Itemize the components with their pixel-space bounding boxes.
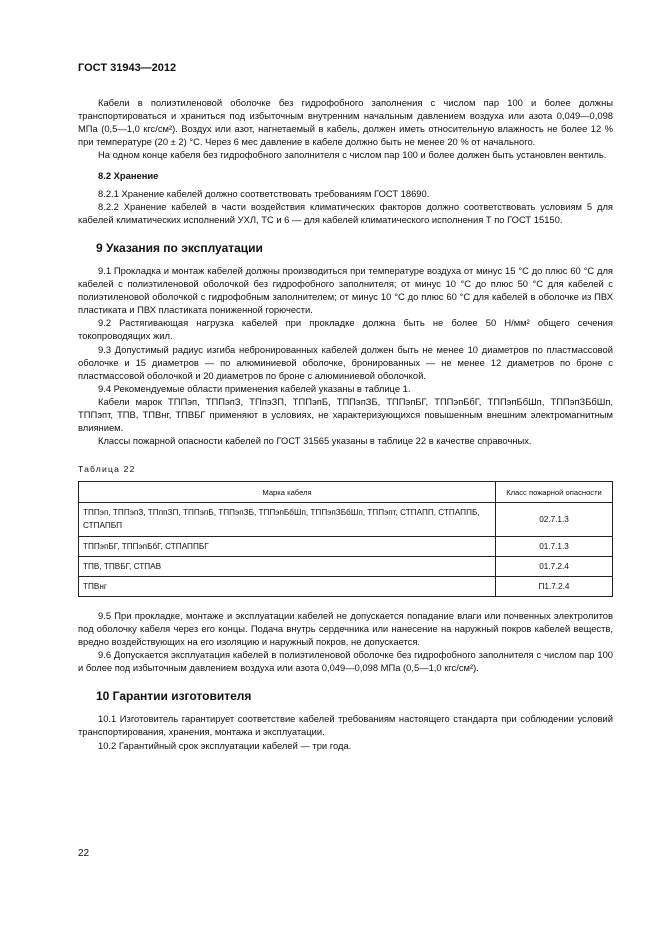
cell-class: 02.7.1.3: [496, 503, 613, 536]
cell-class: 01.7.1.3: [496, 536, 613, 556]
paragraph-9-4-fire-classes: Классы пожарной опасности кабелей по ГОСТ 31565 указаны в таблице 22 в качестве справочных.: [98, 435, 532, 447]
cell-brand: ТППэп, ТППэпЗ, ТПппЗП, ТППэпБ, ТППэпЗБ, ТППэпБбШп, ТППэпЗБбШп, ТППэпт, СТПАПП, СТПАППБ, СТПАПБП: [79, 503, 496, 536]
paragraph-9-4-brands: Кабели марок ТППэп, ТППэпЗ, ТПпэЗП, ТППэпБ, ТППэпЗБ, ТППэпБГ, ТППэпБбГ, ТППэпБбШп, ТППэпЗБбШп, ТППэпт, ТПВ, ТПВнг, ТПВБГ применяют в условиях, не характеризующихся повышенным внешним электромагнитным влиянием.: [78, 395, 613, 434]
table-caption: Таблица 22: [78, 464, 136, 475]
paragraph-intro-1: Кабели в полиэтиленовой оболочке без гидрофобного заполнения с числом пар 100 и более должны транспортироваться и храниться под избыточным внутренним начальным давлением воздуха или азота 0,049—0,098 МПа (0,5—1,0 кгс/см²). Воздух или азот, нагнетаемый в кабель, должен иметь относительную влажность не более 12 % при температуре (20 ± 2) °С. Через 6 мес давление в кабеле должно быть не менее 20 % от начального.: [78, 97, 613, 148]
paragraph-10-2: 10.2 Гарантийный срок эксплуатации кабелей — три года.: [98, 739, 352, 751]
cell-brand: ТПВнг: [79, 576, 496, 596]
paragraph-10-1: 10.1 Изготовитель гарантирует соответствие кабелей требованиям настоящего стандарта при соблюдении условий транспортирования, хранения, монтажа и эксплуатации.: [78, 713, 613, 738]
document-header: ГОСТ 31943—2012: [78, 62, 177, 74]
paragraph-8-2-1: 8.2.1 Хранение кабелей должно соответствовать требованиям ГОСТ 18690.: [98, 187, 430, 199]
paragraph-9-3: 9.3 Допустимый радиус изгиба небронированных кабелей должен быть не менее 10 диаметров по пластмассовой оболочке и 15 диаметров — по алюминиевой оболочке, бронированных — не менее 12 диаметров по броне с пластмассовой оболочкой и 20 диаметров по броне с алюминиевой оболочкой.: [78, 343, 613, 381]
fire-class-table: [78, 481, 613, 596]
paragraph-9-6: 9.6 Допускается эксплуатация кабелей в полиэтиленовой оболочке без гидрофобного заполнителя с числом пар 100 и более под избыточным давлением воздуха или азота 0,049—0,098 МПа (0,5—1,0 кгс/см²).: [78, 649, 613, 674]
cell-class: П1.7.2.4: [496, 576, 613, 596]
cell-class: 01.7.2.4: [496, 556, 613, 576]
paragraph-intro-2: На одном конце кабеля без гидрофобного заполнителя с числом пар 100 и более должен быть установлен вентиль.: [98, 149, 607, 161]
table-row: [79, 536, 613, 556]
section-title-10: 10 Гарантии изготовителя: [96, 689, 252, 704]
column-header-brand: Марка кабеля: [79, 482, 496, 503]
paragraph-9-4: 9.4 Рекомендуемые области применения кабелей указаны в таблице 1.: [98, 382, 411, 394]
paragraph-9-2: 9.2 Растягивающая нагрузка кабелей при прокладке должна быть не более 50 Н/мм² общего сечения токопроводящих жил.: [78, 317, 613, 342]
paragraph-8-2-2: 8.2.2 Хранение кабелей в части воздействия климатических факторов должно соответствовать условиям 5 для кабелей климатических исполнений УХЛ, ТС и 6 — для кабелей климатического исполнения Т по ГОСТ 15150.: [78, 200, 613, 225]
table-header-row: [79, 482, 613, 503]
subsection-title-8-2: 8.2 Хранение: [98, 170, 159, 182]
table-row: [79, 503, 613, 536]
column-header-class: Класс пожарной опасности: [496, 482, 613, 503]
paragraph-9-5: 9.5 При прокладке, монтаже и эксплуатации кабелей не допускается попадание влаги или почвенных электролитов под оболочку кабеля через его концы. Подача внутрь сердечника или нанесение на наружный покров кабелей веществ, вредно воздействующих на его изоляцию и наружный покров, не допускается.: [78, 609, 613, 647]
section-title-9: 9 Указания по эксплуатации: [96, 240, 263, 255]
page-number: 22: [78, 848, 90, 859]
cell-brand: ТППэпБГ, ТППэпБбГ, СТПАППБГ: [79, 536, 496, 556]
paragraph-9-1: 9.1 Прокладка и монтаж кабелей должны производиться при температуре воздуха от минус 15 °С до плюс 60 °С для кабелей с полиэтиленовой оболочкой без гидрофобного заполнителя; от минус 10 °С до плюс 50 °С для кабелей с полиэтиленовой оболочкой с гидрофобным заполнителем; от минус 10 °С до плюс 60 °С для кабелей в оболочке из ПВХ пластиката и ПВХ пластиката пониженной горючести.: [78, 264, 613, 316]
table-row: [79, 576, 613, 596]
cell-brand: ТПВ, ТПВБГ, СТПАВ: [79, 556, 496, 576]
document-body: [78, 96, 613, 752]
table-row: [79, 556, 613, 576]
